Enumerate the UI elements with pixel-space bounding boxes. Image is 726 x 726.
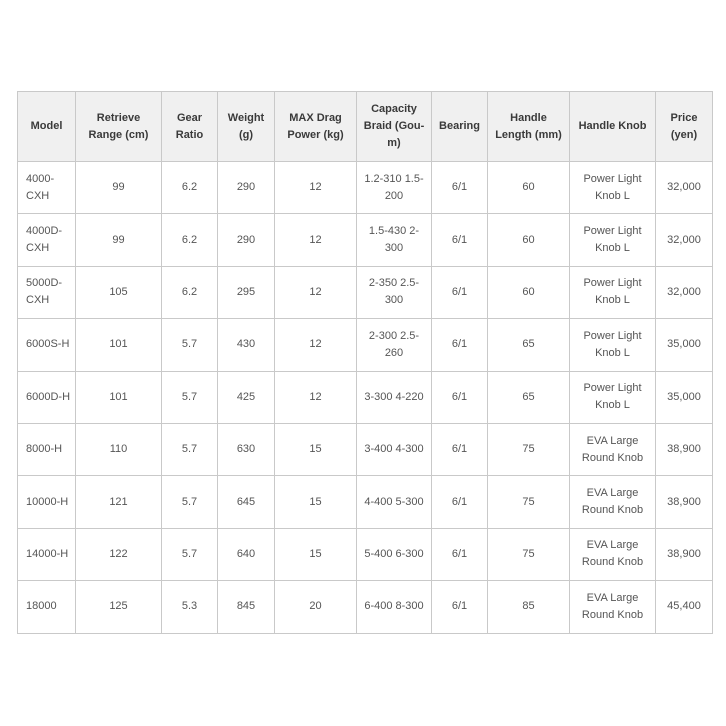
cell-capacity-braid: 2-350 2.5-300 (357, 266, 432, 318)
cell-bearing: 6/1 (432, 214, 488, 266)
cell-max-drag: 20 (275, 581, 357, 633)
cell-retrieve-range: 99 (76, 162, 162, 214)
cell-handle-length: 85 (488, 581, 570, 633)
cell-weight: 295 (218, 266, 275, 318)
cell-bearing: 6/1 (432, 423, 488, 475)
cell-model: 6000S-H (18, 319, 76, 371)
cell-gear-ratio: 6.2 (162, 266, 218, 318)
cell-retrieve-range: 110 (76, 423, 162, 475)
cell-weight: 425 (218, 371, 275, 423)
cell-gear-ratio: 6.2 (162, 162, 218, 214)
cell-max-drag: 12 (275, 319, 357, 371)
header-model: Model (18, 92, 76, 162)
header-gear-ratio: Gear Ratio (162, 92, 218, 162)
table-body (18, 162, 713, 634)
cell-handle-length: 75 (488, 423, 570, 475)
cell-retrieve-range: 125 (76, 581, 162, 633)
cell-capacity-braid: 6-400 8-300 (357, 581, 432, 633)
cell-capacity-braid: 5-400 6-300 (357, 528, 432, 580)
cell-handle-knob: EVA Large Round Knob (570, 476, 656, 528)
cell-price: 45,400 (656, 581, 713, 633)
cell-handle-knob: Power Light Knob L (570, 162, 656, 214)
table-row (18, 162, 713, 214)
cell-gear-ratio: 5.7 (162, 476, 218, 528)
header-capacity-braid: Capacity Braid (Gou-m) (357, 92, 432, 162)
cell-handle-knob: Power Light Knob L (570, 266, 656, 318)
header-max-drag: MAX Drag Power (kg) (275, 92, 357, 162)
cell-weight: 430 (218, 319, 275, 371)
table-row (18, 266, 713, 318)
cell-retrieve-range: 99 (76, 214, 162, 266)
table-row (18, 371, 713, 423)
cell-max-drag: 12 (275, 162, 357, 214)
cell-handle-length: 65 (488, 319, 570, 371)
cell-price: 38,900 (656, 528, 713, 580)
cell-gear-ratio: 5.7 (162, 319, 218, 371)
cell-model: 4000D-CXH (18, 214, 76, 266)
cell-handle-length: 75 (488, 476, 570, 528)
cell-capacity-braid: 4-400 5-300 (357, 476, 432, 528)
cell-weight: 640 (218, 528, 275, 580)
cell-gear-ratio: 5.3 (162, 581, 218, 633)
header-handle-knob: Handle Knob (570, 92, 656, 162)
cell-model: 18000 (18, 581, 76, 633)
cell-capacity-braid: 3-400 4-300 (357, 423, 432, 475)
cell-retrieve-range: 121 (76, 476, 162, 528)
cell-model: 14000-H (18, 528, 76, 580)
header-bearing: Bearing (432, 92, 488, 162)
cell-handle-length: 65 (488, 371, 570, 423)
header-price: Price (yen) (656, 92, 713, 162)
cell-price: 38,900 (656, 423, 713, 475)
cell-gear-ratio: 5.7 (162, 528, 218, 580)
cell-bearing: 6/1 (432, 162, 488, 214)
cell-gear-ratio: 6.2 (162, 214, 218, 266)
cell-handle-knob: Power Light Knob L (570, 319, 656, 371)
spec-table (17, 91, 713, 634)
header-weight: Weight (g) (218, 92, 275, 162)
cell-handle-length: 60 (488, 266, 570, 318)
header-handle-length: Handle Length (mm) (488, 92, 570, 162)
cell-handle-knob: Power Light Knob L (570, 214, 656, 266)
cell-retrieve-range: 105 (76, 266, 162, 318)
cell-capacity-braid: 1.2-310 1.5-200 (357, 162, 432, 214)
table-row (18, 423, 713, 475)
cell-bearing: 6/1 (432, 266, 488, 318)
cell-handle-length: 60 (488, 162, 570, 214)
cell-capacity-braid: 1.5-430 2-300 (357, 214, 432, 266)
header-retrieve-range: Retrieve Range (cm) (76, 92, 162, 162)
cell-max-drag: 15 (275, 423, 357, 475)
cell-max-drag: 12 (275, 371, 357, 423)
cell-bearing: 6/1 (432, 371, 488, 423)
cell-retrieve-range: 101 (76, 319, 162, 371)
cell-gear-ratio: 5.7 (162, 371, 218, 423)
cell-model: 8000-H (18, 423, 76, 475)
cell-handle-knob: EVA Large Round Knob (570, 423, 656, 475)
table-row (18, 476, 713, 528)
cell-max-drag: 12 (275, 266, 357, 318)
cell-capacity-braid: 2-300 2.5-260 (357, 319, 432, 371)
cell-bearing: 6/1 (432, 476, 488, 528)
cell-weight: 630 (218, 423, 275, 475)
table-row (18, 581, 713, 633)
spec-table-container (17, 91, 712, 634)
table-row (18, 319, 713, 371)
cell-capacity-braid: 3-300 4-220 (357, 371, 432, 423)
cell-bearing: 6/1 (432, 581, 488, 633)
cell-handle-knob: EVA Large Round Knob (570, 581, 656, 633)
cell-price: 35,000 (656, 319, 713, 371)
cell-retrieve-range: 101 (76, 371, 162, 423)
cell-max-drag: 15 (275, 476, 357, 528)
cell-handle-length: 60 (488, 214, 570, 266)
table-row (18, 528, 713, 580)
cell-model: 10000-H (18, 476, 76, 528)
cell-weight: 290 (218, 214, 275, 266)
cell-max-drag: 15 (275, 528, 357, 580)
cell-model: 6000D-H (18, 371, 76, 423)
cell-price: 38,900 (656, 476, 713, 528)
cell-weight: 290 (218, 162, 275, 214)
cell-price: 32,000 (656, 214, 713, 266)
cell-bearing: 6/1 (432, 319, 488, 371)
cell-retrieve-range: 122 (76, 528, 162, 580)
cell-model: 5000D-CXH (18, 266, 76, 318)
cell-handle-knob: EVA Large Round Knob (570, 528, 656, 580)
cell-handle-knob: Power Light Knob L (570, 371, 656, 423)
table-header-row (18, 92, 713, 162)
cell-model: 4000-CXH (18, 162, 76, 214)
cell-handle-length: 75 (488, 528, 570, 580)
table-row (18, 214, 713, 266)
cell-price: 35,000 (656, 371, 713, 423)
cell-gear-ratio: 5.7 (162, 423, 218, 475)
cell-bearing: 6/1 (432, 528, 488, 580)
cell-weight: 645 (218, 476, 275, 528)
cell-weight: 845 (218, 581, 275, 633)
cell-max-drag: 12 (275, 214, 357, 266)
cell-price: 32,000 (656, 162, 713, 214)
cell-price: 32,000 (656, 266, 713, 318)
